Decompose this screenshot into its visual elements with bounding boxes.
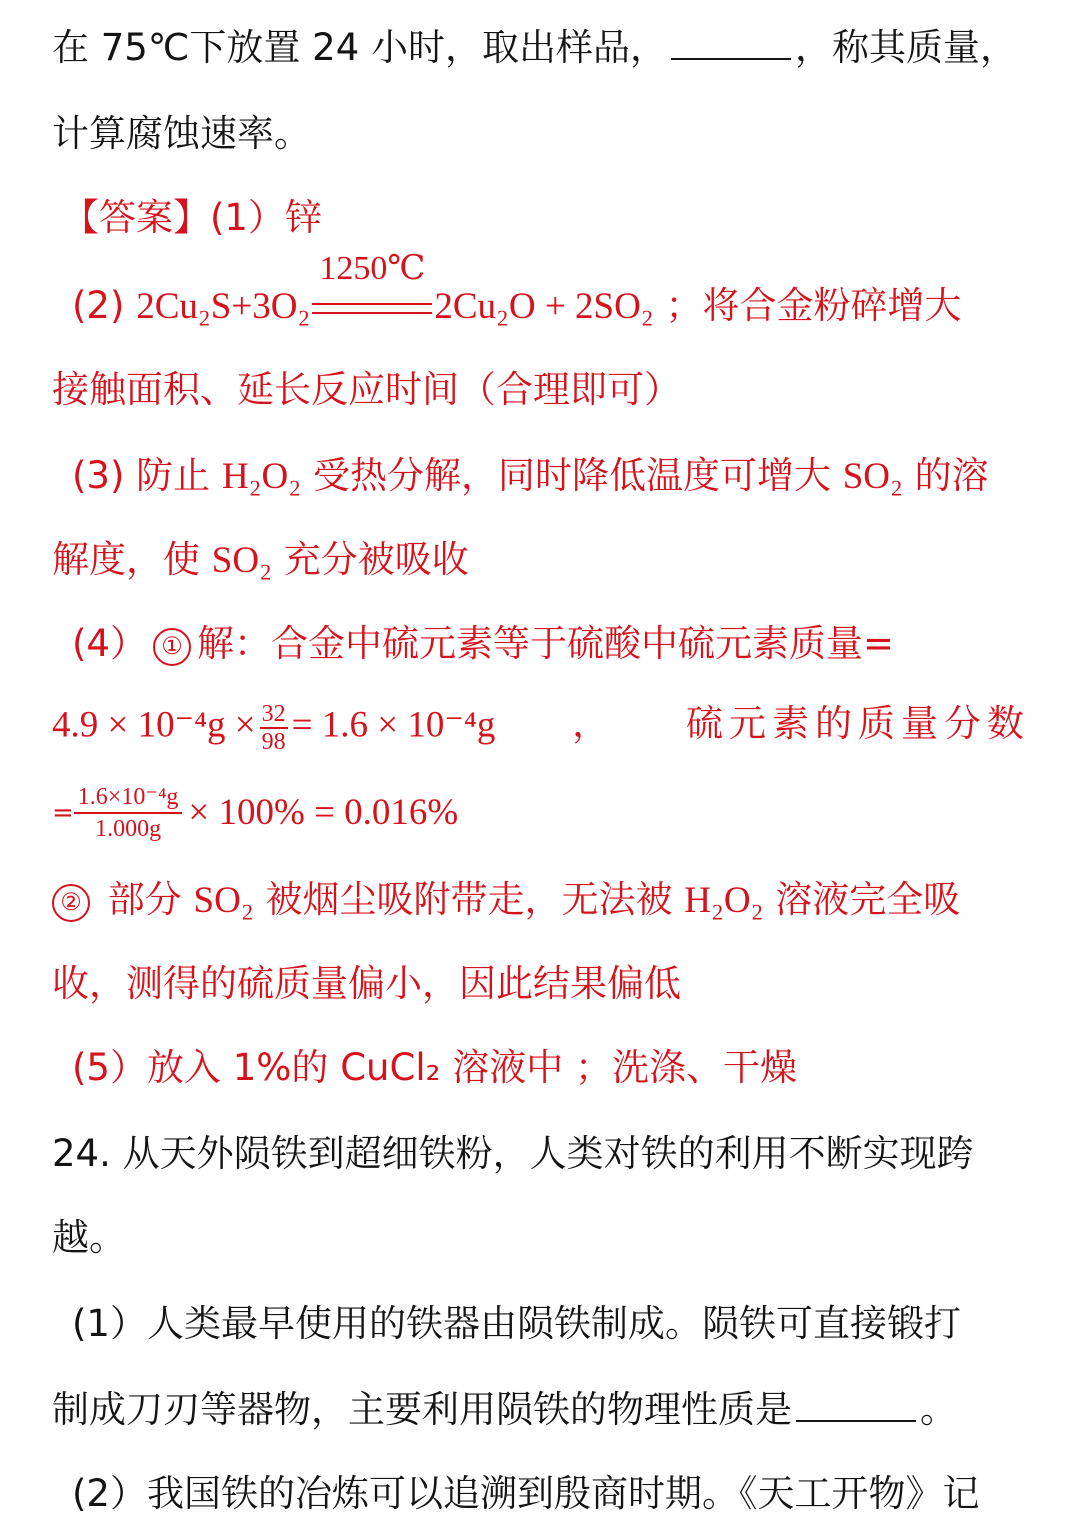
- answer-blank: [671, 28, 791, 60]
- q2-tail: ；将合金粉碎增大: [665, 284, 962, 327]
- q4-circle-2: ②: [52, 884, 90, 922]
- q3-so2-b: SO₂: [211, 540, 272, 581]
- q24-sub2-line-1: [72, 1470, 1030, 1518]
- q4-pct-prefix: =: [52, 798, 74, 828]
- answer-q5-line: [72, 1044, 1030, 1092]
- q2-lhs: 2Cu₂S+3O₂: [136, 286, 311, 327]
- q4-calc: [52, 701, 495, 755]
- q3-text-a: (3) 防止: [72, 454, 222, 497]
- intro-line-1: [52, 24, 1030, 72]
- q2-line2: 接触面积、延长反应时间（合理即可）: [52, 368, 681, 411]
- q4-b2: 收，测得的硫质量偏小，因此结果偏低: [52, 962, 681, 1005]
- answer-q3-line-1: [72, 452, 1030, 500]
- q4-label: (4）: [72, 622, 147, 665]
- answer-blank-2: [796, 1390, 916, 1422]
- q24-line-1: [52, 1130, 1030, 1178]
- q2-rhs: 2Cu₂O + 2SO₂: [434, 286, 654, 327]
- q24-sub1-text-1: (1）人类最早使用的铁器由陨铁制成。陨铁可直接锻打: [72, 1302, 961, 1345]
- q4-pct-result: × 100% = 0.016%: [188, 792, 459, 833]
- q24-text-2: 越。: [52, 1216, 126, 1259]
- q5-text: (5）放入 1%的 CuCl₂ 溶液中 ；洗涤、干燥: [72, 1046, 797, 1089]
- answer-q3-line-2: [52, 536, 1030, 584]
- q2-condition-arrow: [312, 250, 432, 330]
- q4-comma: ，: [572, 702, 610, 745]
- q24-text-1: 24. 从天外陨铁到超细铁粉，人类对铁的利用不断实现跨: [52, 1132, 974, 1175]
- q4-pct-fraction: [74, 782, 183, 844]
- q4-b1-c: 溶液完全吸: [763, 878, 961, 921]
- equals-sign-icon: [312, 303, 432, 314]
- q4-b1-a: 部分: [96, 878, 194, 921]
- q4-calc-row: [52, 700, 1030, 755]
- q4-frac-num: 32: [261, 700, 286, 727]
- q4-text: 解：合金中硫元素等于硫酸中硫元素质量=: [196, 622, 894, 665]
- q3-text-c: 的溶: [902, 454, 989, 497]
- answer-q4-line-3: [52, 782, 1030, 852]
- q4-circle-1: ①: [153, 628, 191, 666]
- q24-sub2-text-1: (2）我国铁的冶炼可以追溯到殷商时期。《天工开物》记: [72, 1472, 980, 1515]
- intro-line-2: [52, 110, 1030, 158]
- q4-pct-den: 1.000g: [95, 816, 162, 842]
- q4-b1-h2o2: H₂O₂: [684, 880, 764, 921]
- q4-b1-b: 被烟尘吸附带走，无法被: [253, 878, 685, 921]
- q4-calc-b: = 1.6 × 10⁻⁴g: [291, 704, 496, 745]
- q24-sub1-text-2: 制成刀刃等器物，主要利用陨铁的物理性质是: [52, 1388, 792, 1431]
- answer-q2-line-1: [72, 250, 1030, 330]
- q4-calc-tail: 硫元素的质量分数: [686, 702, 1030, 745]
- q4-calc-a: 4.9 × 10⁻⁴g ×: [52, 704, 256, 745]
- intro-text-a: 在 75℃下放置 24 小时，取出样品，: [52, 26, 667, 69]
- intro-text-c: 计算腐蚀速率。: [52, 112, 311, 155]
- answer-q2-line-2: [52, 366, 1030, 414]
- answer-q4-line-5: [52, 960, 1030, 1008]
- q2-condition: 1250℃: [319, 250, 426, 287]
- q3-h2o2: H₂O₂: [221, 456, 302, 497]
- q24-sub1-line-2: [52, 1386, 1030, 1434]
- answer-q4-line-4: [52, 876, 1030, 924]
- answer-q4-line-1: [72, 620, 1030, 668]
- intro-text-b: ，称其质量，: [795, 26, 1017, 69]
- q4-b1-so2: SO₂: [193, 880, 254, 921]
- q4-frac-den: 98: [261, 728, 286, 755]
- q3-text-d: 解度，使: [52, 538, 212, 581]
- q3-text-e: 充分被吸收: [271, 538, 469, 581]
- q4-pct-num: 1.6×10⁻⁴g: [74, 782, 183, 814]
- q3-so2: SO₂: [842, 456, 903, 497]
- q24-sub1-line-1: [72, 1300, 1030, 1348]
- answer-header: [62, 194, 1030, 242]
- answer-q4-line-2: [52, 700, 1030, 760]
- q24-sub1-end: 。: [920, 1388, 957, 1431]
- answer-header-text: 【答案】(1）锌: [62, 196, 322, 239]
- q24-line-2: [52, 1214, 1030, 1262]
- q4-fraction: [260, 701, 288, 755]
- q3-text-b: 受热分解，同时降低温度可增大: [301, 454, 843, 497]
- q2-label: (2): [72, 284, 125, 327]
